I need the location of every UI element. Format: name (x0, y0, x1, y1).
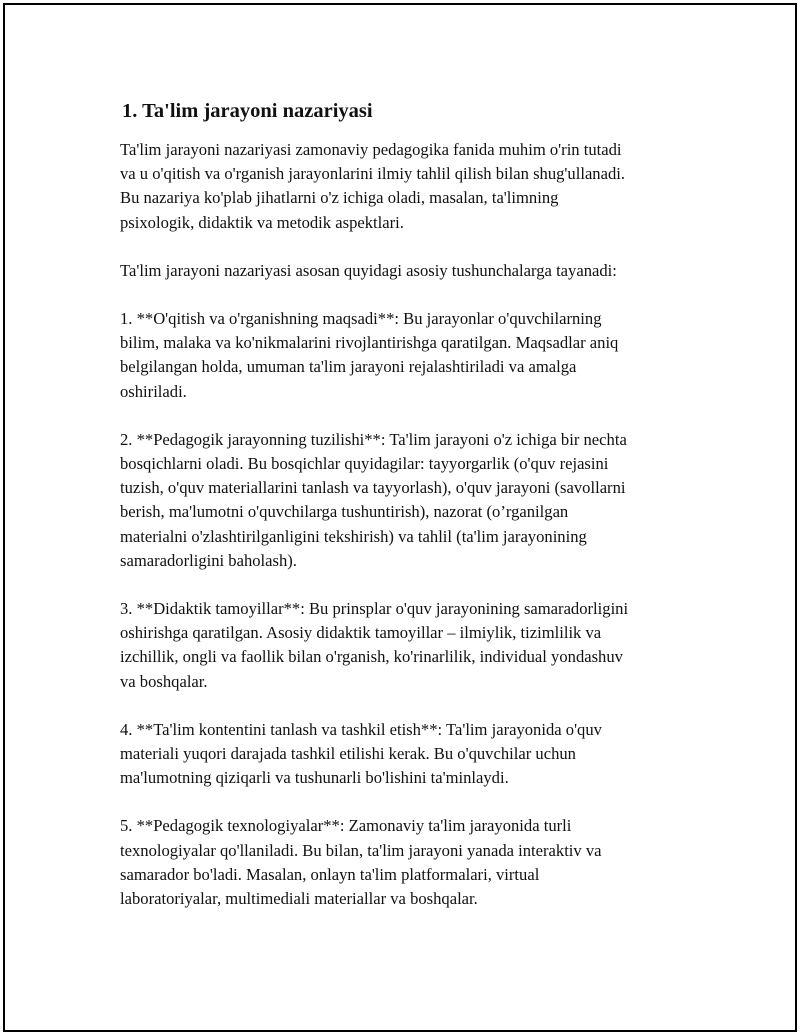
text-line: materialni o'zlashtirilganligini tekshirish) va tahlil (ta'lim jarayonining (120, 526, 587, 546)
text-line: 3. **Didaktik tamoyillar**: Bu prinsplar o'quv jarayonining samaradorligini (120, 599, 629, 619)
text-line: Bu nazariya ko'plab jihatlarni o'z ichiga oladi, masalan, ta'limning (120, 188, 559, 208)
page-frame (3, 3, 797, 1032)
list-item-4 (120, 718, 710, 791)
document-content (120, 98, 710, 935)
list-item-5 (120, 814, 710, 911)
text-line: oshirishga qaratilgan. Asosiy didaktik tamoyillar – ilmiylik, tizimlilik va (120, 623, 602, 643)
text-line: 1. **O'qitish va o'rganishning maqsadi**: Bu jarayonlar o'quvchilarning (120, 309, 602, 329)
list-item-3 (120, 597, 710, 694)
text-line: samarador bo'ladi. Masalan, onlayn ta'lim platformalari, virtual (120, 864, 540, 884)
text-line: psixologik, didaktik va metodik aspektlari. (120, 212, 404, 232)
text-line: ma'lumotning qiziqarli va tushunarli bo'lishini ta'minlaydi. (120, 768, 509, 788)
text-line: Ta'lim jarayoni nazariyasi asosan quyidagi asosiy tushunchalarga tayanadi: (120, 260, 617, 280)
paragraph-lead-in (120, 259, 710, 283)
text-line: texnologiyalar qo'llaniladi. Bu bilan, ta'lim jarayoni yanada interaktiv va (120, 840, 602, 860)
text-line: izchillik, ongli va faollik bilan o'rganish, ko'rinarlilik, individual yondashuv (120, 647, 623, 667)
text-line: 4. **Ta'lim kontentini tanlash va tashkil etish**: Ta'lim jarayonida o'quv (120, 719, 602, 739)
text-line: materiali yuqori darajada tashkil etilishi kerak. Bu o'quvchilar uchun (120, 744, 576, 764)
text-line: bilim, malaka va ko'nikmalarini rivojlantirishga qaratilgan. Maqsadlar aniq (120, 333, 619, 353)
text-line: samaradorligini baholash). (120, 550, 297, 570)
list-item-1 (120, 307, 710, 404)
text-line: belgilangan holda, umuman ta'lim jarayoni rejalashtiriladi va amalga (120, 357, 577, 377)
text-line: Ta'lim jarayoni nazariyasi zamonaviy pedagogika fanida muhim o'rin tutadi (120, 140, 622, 159)
document-title: 1. Ta'lim jarayoni nazariyasi (122, 100, 373, 122)
text-line: 2. **Pedagogik jarayonning tuzilishi**: Ta'lim jarayoni o'z ichiga bir nechta (120, 429, 627, 449)
text-line: laboratoriyalar, multimediali materiallar va boshqalar. (120, 889, 478, 909)
text-line: berish, ma'lumotni o'quvchilarga tushuntirish), nazorat (o’rganilgan (120, 502, 569, 522)
paragraph-intro (120, 138, 710, 235)
text-line: oshiriladi. (120, 381, 187, 401)
list-item-2 (120, 428, 710, 573)
text-line: tuzish, o'quv materiallarini tanlash va tayyorlash), o'quv jarayoni (savollarni (120, 478, 626, 498)
text-line: va boshqalar. (120, 671, 208, 691)
text-line: bosqichlarni oladi. Bu bosqichlar quyidagilar: tayyorgarlik (o'quv rejasini (120, 454, 609, 474)
text-line: va u o'qitish va o'rganish jarayonlarini ilmiy tahlil qilish bilan shug'ullanadi. (120, 164, 626, 184)
text-line: 5. **Pedagogik texnologiyalar**: Zamonaviy ta'lim jarayonida turli (120, 816, 572, 836)
